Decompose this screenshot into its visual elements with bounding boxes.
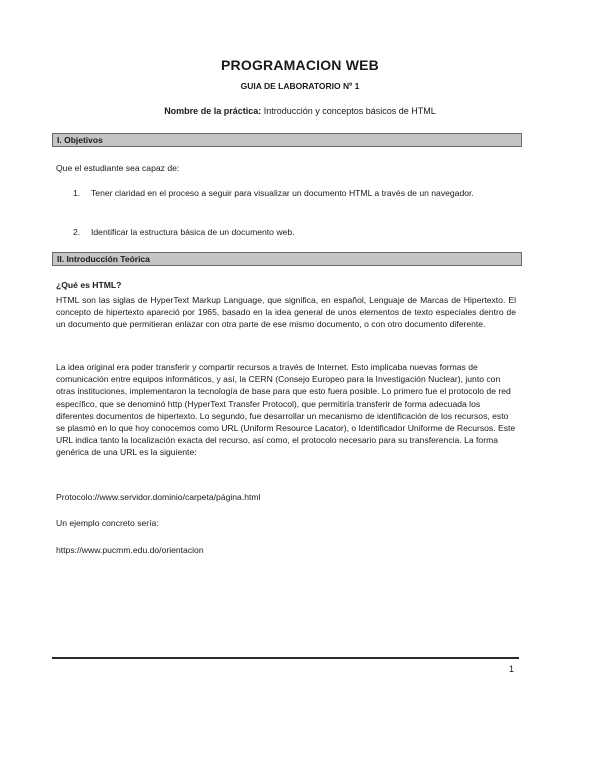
objectives-intro: Que el estudiante sea capaz de: bbox=[56, 163, 180, 173]
footer-divider bbox=[52, 657, 519, 659]
list-item-text: Identificar la estructura básica de un documento web. bbox=[91, 227, 295, 237]
paragraph-html-definition: HTML son las siglas de HyperText Markup Language, que significa, en español, Lenguaje de Marcas de Hipertexto. El concepto de hipertexto apareció por 1965, basado en la idea general de unos elementos de texto especiales dentro de un documento que permitieran enlazar con otra parte de ese mismo documento, o con otro documento diferente. bbox=[56, 295, 516, 330]
objectives-list bbox=[56, 187, 516, 199]
example-url: https://www.pucmm.edu.do/orientacion bbox=[56, 545, 204, 555]
list-item-number: 1. bbox=[73, 188, 81, 198]
list-item bbox=[56, 226, 516, 238]
section-heading-introduction: II. Introducción Teórica bbox=[52, 252, 522, 266]
section-heading-objectives: I. Objetivos bbox=[52, 133, 522, 147]
practice-name bbox=[0, 106, 600, 116]
subheading-what-is-html: ¿Qué es HTML? bbox=[56, 280, 122, 290]
practice-name-value: Introducción y conceptos básicos de HTML bbox=[261, 106, 436, 116]
paragraph-history: La idea original era poder transferir y compartir recursos a través de Internet. Esto implicaba nuevas formas de comunicación entre equipos informáticos, y así, la CERN (Consejo Europeo para la Investigación Nuclear), junto con otras instituciones, implementaron la tecnología de base para que esto fuera posible. Lo primero fue el protocolo de red específico, que se denominó http (HyperText Transfer Protocol), que permitiría transferir de forma adecuada los diferentes documentos de hipertexto. Lo segundo, fue desarrollar un mecanismo de identificación de los recursos, esto se plasmó en lo que hoy conocemos como URL (Uniform Resource Lacator), o Identificador Uniforme de Recursos. Este URL indica tanto la localización exacta del recurso, así como, el protocolo necesario para su transferencia. La forma genérica de una URL es la siguiente: bbox=[56, 362, 516, 458]
practice-name-label: Nombre de la práctica: bbox=[164, 106, 262, 116]
url-format: Protocolo://www.servidor.dominio/carpeta/página.html bbox=[56, 492, 261, 502]
page-number: 1 bbox=[509, 664, 515, 674]
objectives-list-2 bbox=[56, 226, 516, 238]
document-title: PROGRAMACION WEB bbox=[221, 57, 379, 73]
example-label: Un ejemplo concreto sería: bbox=[56, 518, 159, 528]
lab-guide-subtitle: GUIA DE LABORATORIO Nº 1 bbox=[240, 81, 360, 91]
list-item-number: 2. bbox=[73, 227, 81, 237]
list-item-text: Tener claridad en el proceso a seguir para visualizar un documento HTML a través de un navegador. bbox=[91, 188, 474, 198]
list-item bbox=[56, 187, 516, 199]
